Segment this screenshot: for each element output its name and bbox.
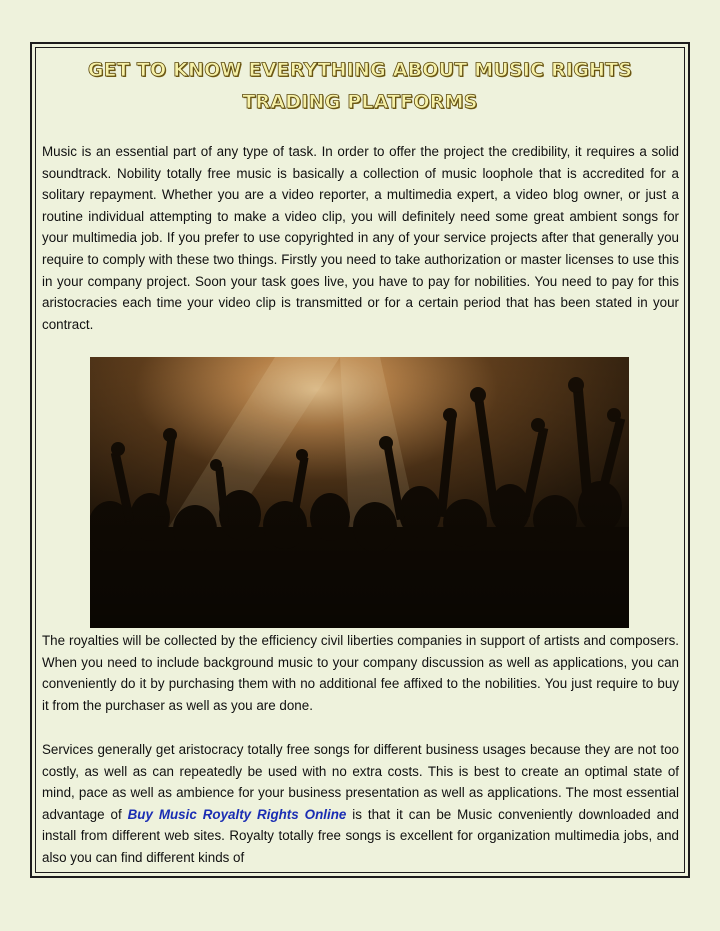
concert-crowd-image xyxy=(90,357,629,628)
page-title: GET TO KNOW EVERYTHING ABOUT MUSIC RIGHTS TRADING PLATFORMS xyxy=(87,59,633,113)
paragraph-2: The royalties will be collected by the efficiency civil liberties companies in support of artists and composers. When you need to include background music to your company discussion as well as applications, you can conveniently do it by purchasing them with no additional fee affixed to the nobilities. You just require to buy it from the purchaser as well as you are done. xyxy=(42,633,679,713)
paragraph-1: Music is an essential part of any type of task. In order to offer the project the credibility, it requires a solid soundtrack. Nobility totally free music is basically a collection of music loophole that is accredited for a solitary repayment. Whether you are a video reporter, a multimedia expert, a video blog owner, or just a routine individual attempting to make a video clip, you will definitely need some great ambient songs for your multimedia job. If you prefer to use copyrighted in any of your service projects after that generally you require to comply with these two things. Firstly you need to take authorization or master licenses to use this in your company project. Soon your task goes live, you have to pay for nobilities. You need to pay for this aristocracies each time your video clip is transmitted or for a certain period that has been stated in your contract. xyxy=(42,144,679,332)
paragraph-3 xyxy=(42,739,679,869)
buy-music-royalty-link[interactable]: Buy Music Royalty Rights Online xyxy=(127,806,347,822)
paragraph-3-text-after: is that it can be Music conveniently downloaded and install from different web sites. Royalty totally free songs is excellent for organization multimedia jobs, and also you can find different kinds of xyxy=(42,806,679,865)
paragraph-3-text-before: Services generally get aristocracy totally free songs for different business usages because they are not too costly, as well as can repeatedly be used with no extra costs. This is best to create an optimal state of mind, pace as well as ambience for your business presentation as well as applications. The most essential advantage of xyxy=(42,742,679,822)
